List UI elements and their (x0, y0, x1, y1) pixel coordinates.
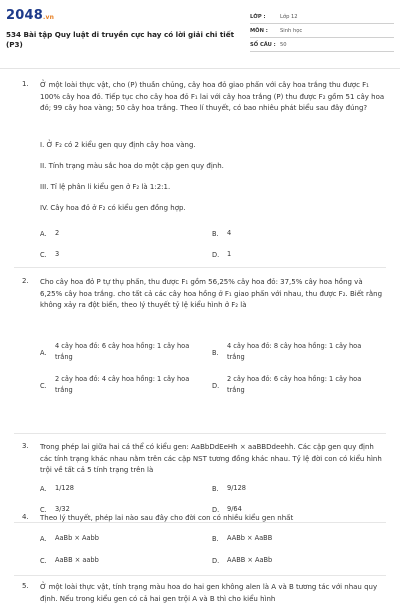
logo-text: 2048 (6, 8, 43, 23)
page-header (0, 0, 400, 62)
question-number: 5. (22, 582, 29, 590)
meta-label: LỚP : (250, 13, 266, 20)
option-key[interactable]: D. (212, 251, 220, 259)
option-key[interactable]: C. (40, 251, 47, 259)
meta-value: Sinh học (280, 27, 303, 34)
option-key[interactable]: A. (40, 485, 47, 493)
option-text[interactable]: 1 (227, 250, 232, 258)
question-number: 3. (22, 442, 29, 450)
option-text[interactable]: 4 cây hoa đỏ: 8 cây hoa hồng: 1 cây hoa trắng (227, 342, 362, 361)
option-text[interactable]: 1/128 (55, 484, 75, 492)
option-text[interactable]: 4 (227, 229, 232, 237)
option-text[interactable]: AABB × AaBb (227, 556, 273, 564)
option-text[interactable]: 2 cây hoa đỏ: 6 cây hoa hồng: 1 cây hoa trắng (227, 375, 362, 394)
option-key[interactable]: B. (212, 230, 219, 238)
option-key[interactable]: B. (212, 485, 219, 493)
question-text: Theo lý thuyết, phép lai nào sau đây cho đời con có nhiều kiểu gen nhất (40, 514, 294, 522)
meta-label: MÔN : (250, 27, 268, 34)
header-divider (0, 68, 400, 69)
option-text[interactable]: 3 (55, 250, 60, 258)
site-logo[interactable] (6, 8, 54, 23)
option-text[interactable]: 2 (55, 229, 60, 237)
meta-row-subject (250, 24, 394, 38)
option-text[interactable]: 3/32 (55, 505, 70, 513)
option-key[interactable]: C. (40, 506, 47, 514)
question-divider (14, 575, 386, 576)
option-key[interactable]: A. (40, 535, 47, 543)
question-text: Ở một loài thực vật, cho (P) thuần chủng, cây hoa đỏ giao phấn với cây hoa trắng thu được F₁ 100% cây hoa đỏ. Tiếp tục cho cây hoa đỏ F₁ lai với cây hoa trắng (P) thu được F₂ gồm 51 cây hoa đỏ; 99 cây hoa vàng; 50 cây hoa trắng. Theo lí thuyết, có bao nhiêu phát biểu sau đây đúng? (40, 81, 385, 113)
meta-row-class (250, 10, 394, 24)
option-key[interactable]: C. (40, 557, 47, 565)
option-key[interactable]: A. (40, 230, 47, 238)
question-divider (14, 267, 386, 268)
question-text: Ở một loài thực vật, tính trạng màu hoa do hai gen không alen là A và B tương tác với nhau quy định. Nếu trong kiểu gen có cả hai gen trội A và B thì cho kiểu hình (40, 583, 378, 603)
option-text[interactable]: 4 cây hoa đỏ: 6 cây hoa hồng: 1 cây hoa trắng (55, 342, 190, 361)
meta-value: 50 (280, 41, 287, 48)
question-number: 1. (22, 80, 29, 88)
question-text: Trong phép lai giữa hai cá thể có kiểu gen: AaBbDdEeHh × aaBBDdeehh. Các cặp gen quy định các tính trạng khác nhau nằm trên các cặp NST tương đồng khác nhau. Tỷ lệ đời con có kiểu hình trội về tất cả 5 tính trạng trên là (40, 443, 382, 475)
option-text[interactable]: 9/128 (227, 484, 247, 492)
option-text[interactable]: 2 cây hoa đỏ: 4 cây hoa hồng: 1 cây hoa trắng (55, 375, 190, 394)
option-key[interactable]: B. (212, 535, 219, 543)
statement: II. Tính trạng màu sắc hoa do một cặp gen quy định. (40, 162, 224, 170)
statement: III. Tỉ lệ phân li kiểu gen ở F₂ là 1:2:1. (40, 183, 171, 191)
question-number: 4. (22, 513, 29, 521)
option-key[interactable]: C. (40, 382, 47, 390)
option-key[interactable]: B. (212, 349, 219, 357)
question-text: Cho cây hoa đỏ P tự thụ phấn, thu được F₁ gồm 56,25% cây hoa đỏ: 37,5% cây hoa hồng và 6,25% cây hoa trắng. cho tất cả các cây hoa hồng ở F₁ giao phấn với nhau, thu được F₂. Biết rằng không xảy ra đột biến, theo lý thuyết tỷ lệ kiểu hình ở F₂ là (40, 278, 383, 310)
statement: I. Ở F₂ có 2 kiểu gen quy định cây hoa vàng. (40, 141, 196, 149)
option-text[interactable]: AaBB × aabb (55, 556, 99, 564)
statement: IV. Cây hoa đỏ ở F₂ có kiểu gen đồng hợp. (40, 204, 186, 212)
meta-row-count (250, 38, 394, 52)
option-text[interactable]: AaBb × Aabb (55, 534, 99, 542)
document-title: 534 Bài tập Quy luật di truyền cực hay có lời giải chi tiết (P3) (6, 30, 235, 49)
option-text[interactable]: 9/64 (227, 505, 242, 513)
option-key[interactable]: D. (212, 557, 220, 565)
option-key[interactable]: D. (212, 382, 220, 390)
question-number: 2. (22, 277, 29, 285)
option-key[interactable]: D. (212, 506, 220, 514)
meta-label: SỐ CÂU : (250, 41, 276, 48)
meta-value: Lớp 12 (280, 13, 298, 20)
meta-table (250, 10, 394, 52)
option-text[interactable]: AABb × AaBB (227, 534, 273, 542)
logo-suffix: .vn (42, 14, 55, 21)
question-divider (14, 433, 386, 434)
option-key[interactable]: A. (40, 349, 47, 357)
